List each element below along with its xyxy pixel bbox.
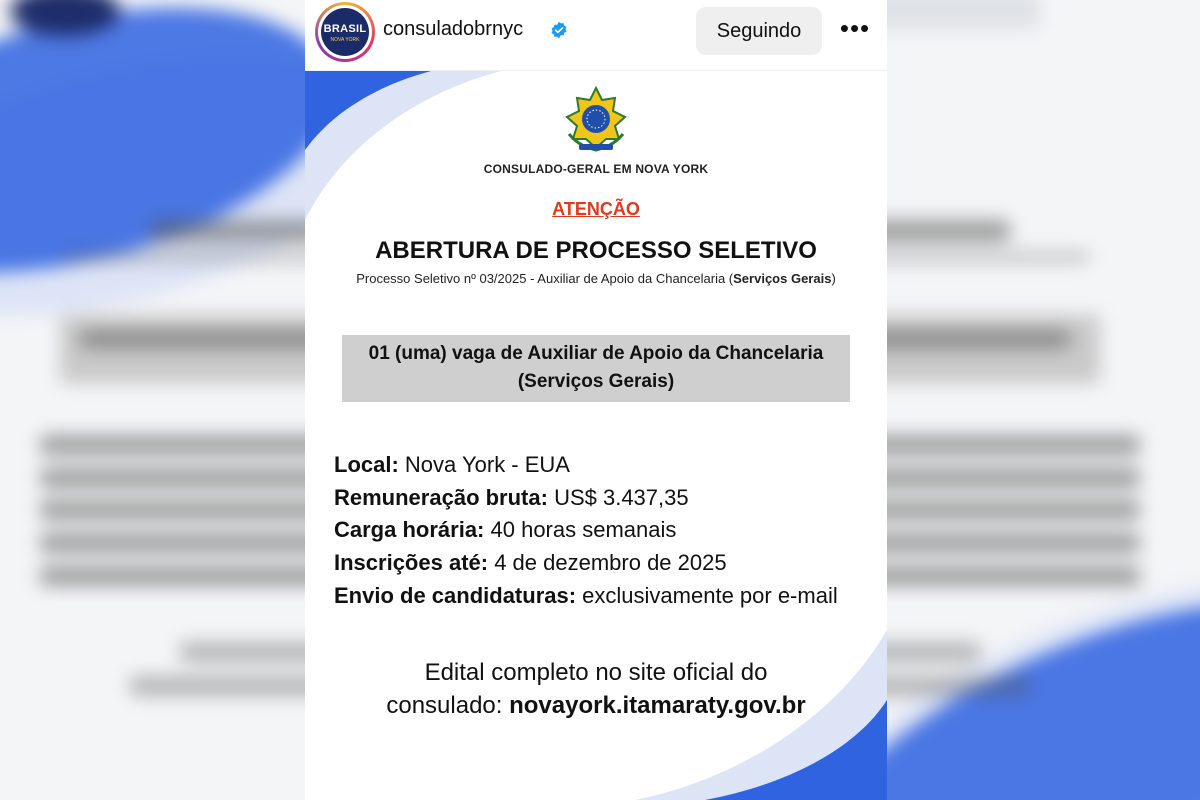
post-image [305,70,887,800]
instagram-post [305,0,887,800]
vacancy-line-1: 01 (uma) vaga de Auxiliar de Apoio da Chancelaria [368,343,824,364]
avatar[interactable] [315,2,375,62]
detail-deadline: Inscrições até: 4 de dezembro de 2025 [334,550,727,576]
institution-name: CONSULADO-GERAL EM NOVA YORK [483,162,709,176]
edital-notice [305,656,887,722]
username[interactable]: consuladobrnyc [383,18,524,40]
detail-workload: Carga horária: 40 horas semanais [334,517,677,543]
avatar-subtitle: NOVA YORK [330,37,360,43]
post-title: ABERTURA DE PROCESSO SELETIVO [375,237,817,264]
edital-line-1: Edital completo no site oficial do [424,659,768,686]
vacancy-box [342,335,850,402]
post-header [305,0,887,71]
post-subtitle: Processo Seletivo nº 03/2025 - Auxiliar de Apoio da Chancelaria (Serviços Gerais) [356,271,836,286]
more-options-icon[interactable]: ••• [839,13,871,43]
consulate-website-link: novayork.itamaraty.gov.br [509,692,806,719]
details-list [334,449,884,613]
brazil-coat-of-arms-icon [561,86,631,156]
avatar-title: BRASIL [323,23,367,35]
alert-heading: ATENÇÃO [552,199,640,219]
verified-badge-icon [550,21,568,39]
detail-location: Local: Nova York - EUA [334,452,570,477]
following-button[interactable]: Seguindo [696,7,822,55]
detail-salary: Remuneração bruta: US$ 3.437,35 [334,484,689,510]
vacancy-line-2: (Serviços Gerais) [517,371,675,392]
edital-line-2: consulado: novayork.itamaraty.gov.br [386,692,806,719]
detail-submission: Envio de candidaturas: exclusivamente por e-mail [334,582,838,608]
